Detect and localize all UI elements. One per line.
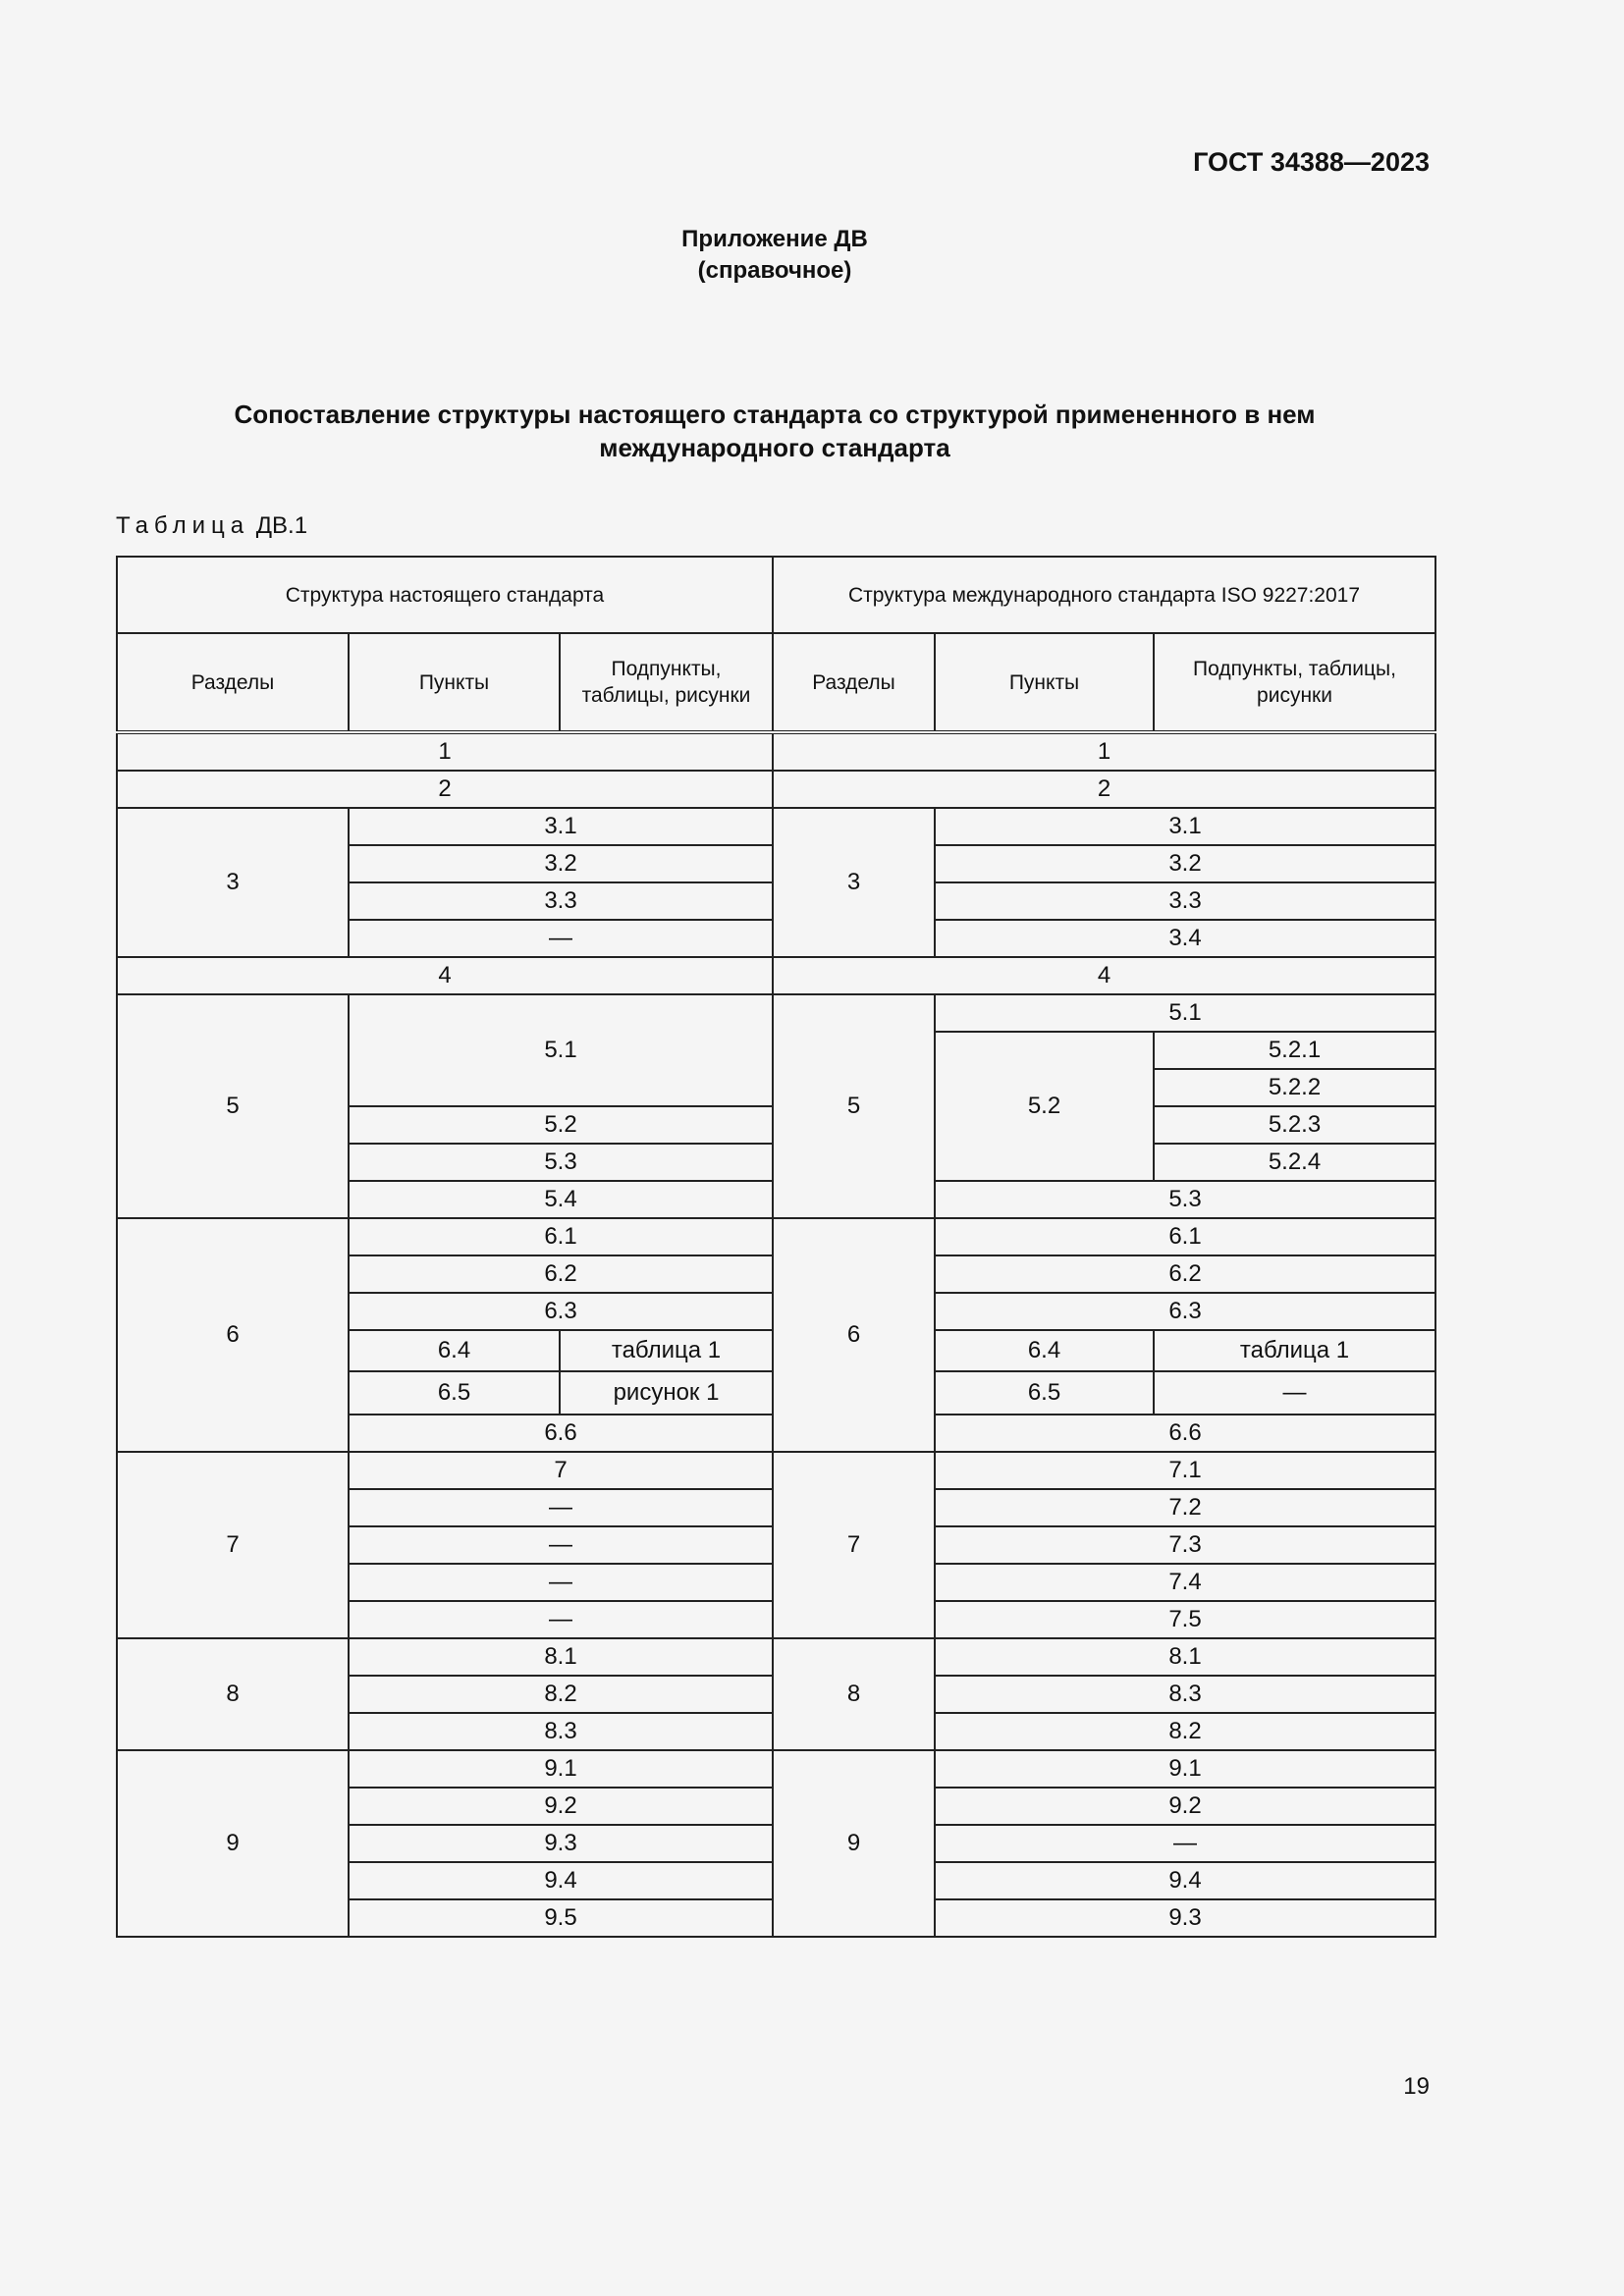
table-cell: 6.1 [935, 1218, 1435, 1255]
table-cell: 6.1 [349, 1218, 773, 1255]
table-cell: 4 [773, 957, 1435, 994]
table-cell: 9.2 [935, 1788, 1435, 1825]
section-cell: 6 [773, 1218, 935, 1452]
table-row [117, 1218, 1435, 1255]
table-cell: 6.2 [935, 1255, 1435, 1293]
section-cell: 9 [117, 1750, 349, 1937]
table-cell: 8.1 [935, 1638, 1435, 1676]
table-row [117, 732, 1435, 771]
table-cell: 8.3 [935, 1676, 1435, 1713]
table-cell: — [1154, 1371, 1435, 1415]
table-cell: 5.1 [349, 994, 773, 1106]
table-row [117, 1750, 1435, 1788]
annex-title: Приложение ДВ [681, 226, 868, 252]
table-cell: 2 [117, 771, 773, 808]
table-cell: — [935, 1825, 1435, 1862]
annex-heading [0, 224, 1549, 287]
table-cell: 8.3 [349, 1713, 773, 1750]
caption-line-1: Сопоставление структуры настоящего стандарта со структурой примененного в нем [234, 400, 1316, 429]
table-cell: 9.1 [349, 1750, 773, 1788]
table-cell: 6.4 [935, 1330, 1154, 1371]
table-cell: 7.1 [935, 1452, 1435, 1489]
group-header-left: Структура настоящего стандарта [117, 557, 773, 633]
table-cell: 5.2.4 [1154, 1144, 1435, 1181]
table-row [117, 994, 1435, 1032]
table-cell: — [349, 1526, 773, 1564]
table-cell: 7.4 [935, 1564, 1435, 1601]
table-header-row [117, 557, 1435, 633]
table-cell: 9.5 [349, 1899, 773, 1937]
table-cell: 7.2 [935, 1489, 1435, 1526]
table-cell: — [349, 1601, 773, 1638]
table-cell: 6.5 [349, 1371, 560, 1415]
table-cell: 5.2.3 [1154, 1106, 1435, 1144]
col-header-subpoints: Подпункты, таблицы, рисунки [1154, 633, 1435, 732]
table-cell: 2 [773, 771, 1435, 808]
col-header-points: Пункты [349, 633, 560, 732]
table-cell: 6.6 [349, 1415, 773, 1452]
table-cell: таблица 1 [560, 1330, 773, 1371]
table-row [117, 808, 1435, 845]
caption-line-2: международного стандарта [599, 433, 950, 462]
table-cell: 3.3 [349, 882, 773, 920]
table-cell: 9.4 [349, 1862, 773, 1899]
table-cell: рисунок 1 [560, 1371, 773, 1415]
table-cell: — [349, 1564, 773, 1601]
table-cell: 9.3 [349, 1825, 773, 1862]
table-cell: 3.1 [935, 808, 1435, 845]
section-cell: 8 [117, 1638, 349, 1750]
section-cell: 5 [117, 994, 349, 1218]
section-cell: 7 [117, 1452, 349, 1638]
table-cell: 5.3 [935, 1181, 1435, 1218]
table-cell: 3.4 [935, 920, 1435, 957]
table-cell: 9.2 [349, 1788, 773, 1825]
table-cell: 7 [349, 1452, 773, 1489]
table-label [116, 512, 307, 540]
table-cell: 9.4 [935, 1862, 1435, 1899]
table-row [117, 1452, 1435, 1489]
section-cell: 7 [773, 1452, 935, 1638]
table-cell: 9.3 [935, 1899, 1435, 1937]
table-cell: 4 [117, 957, 773, 994]
table-cell: 1 [117, 732, 773, 771]
table-cell: 6.3 [349, 1293, 773, 1330]
table-cell: 5.2.1 [1154, 1032, 1435, 1069]
section-cell: 9 [773, 1750, 935, 1937]
table-cell: таблица 1 [1154, 1330, 1435, 1371]
table-cell: — [349, 1489, 773, 1526]
table-header-row [117, 633, 1435, 732]
annex-subtitle: (справочное) [697, 257, 852, 284]
table-label-prefix: Таблица [116, 512, 250, 539]
table-cell: 8.2 [349, 1676, 773, 1713]
table-cell: 5.2 [349, 1106, 773, 1144]
table-cell: 6.5 [935, 1371, 1154, 1415]
table-cell: 5.3 [349, 1144, 773, 1181]
document-code: ГОСТ 34388—2023 [1193, 147, 1430, 177]
col-header-sections: Разделы [773, 633, 935, 732]
section-cell: 8 [773, 1638, 935, 1750]
table-cell: 6.2 [349, 1255, 773, 1293]
section-cell: 6 [117, 1218, 349, 1452]
table-cell: 9.1 [935, 1750, 1435, 1788]
table-cell: 5.2.2 [1154, 1069, 1435, 1106]
col-header-subpoints: Подпункты, таблицы, рисунки [560, 633, 773, 732]
table-row [117, 957, 1435, 994]
table-cell: 7.5 [935, 1601, 1435, 1638]
table-cell: 5.1 [935, 994, 1435, 1032]
table-cell: 1 [773, 732, 1435, 771]
comparison-table [116, 556, 1436, 1938]
table-caption [0, 398, 1549, 464]
page-number: 19 [1403, 2073, 1430, 2100]
section-cell: 5 [773, 994, 935, 1218]
table-cell: 5.2 [935, 1032, 1154, 1181]
table-cell: 8.1 [349, 1638, 773, 1676]
table-cell: — [349, 920, 773, 957]
table-cell: 3.2 [349, 845, 773, 882]
table-label-id: ДВ.1 [255, 512, 308, 539]
table-cell: 6.4 [349, 1330, 560, 1371]
table-cell: 8.2 [935, 1713, 1435, 1750]
table-cell: 3.2 [935, 845, 1435, 882]
table-cell: 6.6 [935, 1415, 1435, 1452]
table-row [117, 1638, 1435, 1676]
table-row [117, 771, 1435, 808]
table-cell: 3.1 [349, 808, 773, 845]
table-cell: 6.3 [935, 1293, 1435, 1330]
table-cell: 5.4 [349, 1181, 773, 1218]
table-cell: 3.3 [935, 882, 1435, 920]
section-cell: 3 [117, 808, 349, 957]
section-cell: 3 [773, 808, 935, 957]
table-cell: 7.3 [935, 1526, 1435, 1564]
group-header-right: Структура международного стандарта ISO 9227:2017 [773, 557, 1435, 633]
col-header-sections: Разделы [117, 633, 349, 732]
col-header-points: Пункты [935, 633, 1154, 732]
